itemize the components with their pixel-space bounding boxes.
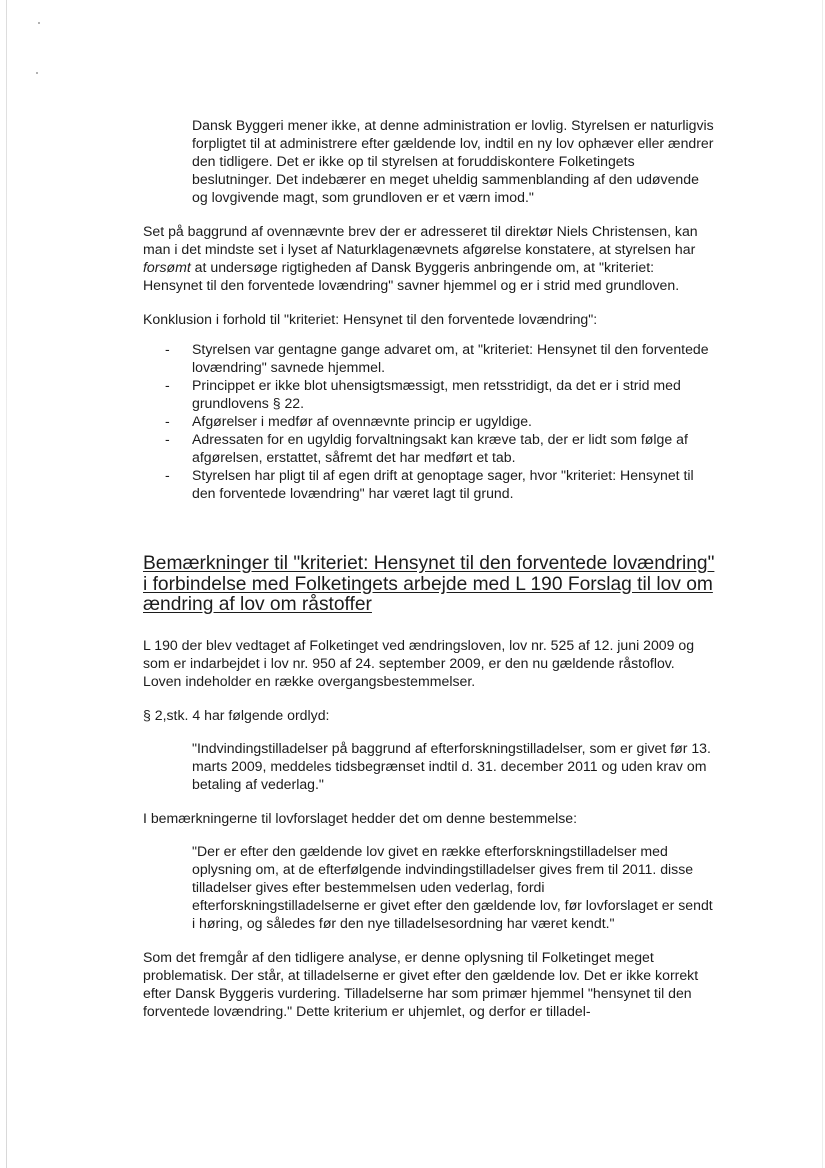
list-item-text: Adressaten for en ugyldig forvaltningsakt kan kræve tab, der er lidt som følge af afgørelsen, erstattet, såfremt det har medført et tab.	[192, 431, 688, 465]
list-item	[143, 340, 715, 376]
paragraph-analyse: Som det fremgår af den tidligere analyse, er denne oplysning til Folketinget meget problematisk. Der står, at tilladelserne er givet efter den gældende lov. Det er ikke korrekt efter Dansk Byggeris vurdering. Tilladelserne har som primær hjemmel "hensynet til den forventede lovændring." Dette kriterium er uhjemlet, og derfor er tilladel-	[143, 948, 699, 1019]
quote-dansk-byggeri: Dansk Byggeri mener ikke, at denne administration er lovlig. Styrelsen er naturligvis forpligtet til at administrere efter gældende lov, indtil en ny lov ophæver eller ændrer den tidligere. Det er ikke op til styrelsen at foruddiskontere Folketingets beslutninger. Det indebærer en meget uheldig sammenblanding af den udøvende og lovgivende magt, som grundloven er et værn imod."	[192, 117, 714, 205]
scan-speck	[38, 22, 40, 24]
paragraph-bemaerkninger: I bemærkningerne til lovforslaget hedder det om denne bestemmelse:	[143, 809, 578, 826]
list-item-text: Princippet er ikke blot uhensigtsmæssigt, men retsstridigt, da det er i strid med grundlovens § 22.	[192, 377, 681, 411]
list-item-text: Styrelsen har pligt til af egen drift at genoptage sager, hvor "kriteriet: Hensynet til den forventede lovændring" har været lagt til grund.	[192, 467, 694, 501]
conclusion-list	[143, 340, 715, 502]
paragraph-baggrund	[143, 222, 715, 294]
list-item	[143, 376, 715, 412]
bullet-dash: -	[165, 341, 170, 357]
paragraph-text: at undersøge rigtigheden af Dansk Byggeris anbringende om, at "kriteriet: Hensynet til den forventede lovændring" savner hjemmel og er i strid med grundloven.	[143, 259, 680, 293]
scan-speck	[36, 72, 38, 74]
list-item	[143, 430, 715, 466]
emphasis-text: forsømt	[143, 259, 191, 275]
section-heading: Bemærkninger til "kriteriet: Hensynet til den forventede lovændring" i forbindelse med Folketingets arbejde med L 190 Forslag til lov om ændring af lov om råstoffer	[143, 553, 715, 615]
quote-bemaerkninger: "Der er efter den gældende lov givet en række efterforskningstilladelser med oplysning om, at de efterfølgende indvindingstilladelser gives frem til 2011. disse tilladelser gives efter bestemmelsen uden vederlag, fordi efterforskningstilladelserne er givet efter den gældende lov, før lovforslaget er sendt i høring, og således før den nye tilladelsesordning har været kendt."	[192, 842, 713, 931]
document-body	[143, 116, 715, 1020]
list-item	[143, 412, 715, 430]
list-item-text: Styrelsen var gentagne gange advaret om, at "kriteriet: Hensynet til den forventede lovændring" savnede hjemmel.	[192, 341, 709, 375]
bullet-dash: -	[165, 431, 170, 447]
quote-paragraph-2-stk-4: "Indvindingstilladelser på baggrund af efterforskningstilladelser, som er givet før 13. marts 2009, meddeles tidsbegrænset indtil d. 31. december 2011 og uden krav om betaling af vederlag."	[192, 739, 711, 792]
bullet-dash: -	[165, 413, 170, 429]
bullet-dash: -	[165, 467, 170, 483]
scan-left-edge	[6, 0, 7, 1168]
scan-right-edge	[822, 0, 823, 1168]
paragraph-ordlyd: § 2,stk. 4 har følgende ordlyd:	[143, 706, 330, 723]
bullet-dash: -	[165, 377, 170, 393]
list-item	[143, 466, 715, 502]
list-item-text: Afgørelser i medfør af ovennævnte princip er ugyldige.	[192, 413, 532, 429]
paragraph-text: Set på baggrund af ovennævnte brev der er adresseret til direktør Niels Christensen, kan man i det mindste set i lyset af Naturklagenævnets afgørelse konstatere, at styrelsen har	[143, 223, 698, 257]
paragraph-l190: L 190 der blev vedtaget af Folketinget ved ændringsloven, lov nr. 525 af 12. juni 2009 og som er indarbejdet i lov nr. 950 af 24. september 2009, er den nu gældende råstoflov. Loven indeholder en række overgangsbestemmelser.	[143, 636, 695, 689]
conclusion-heading: Konklusion i forhold til "kriteriet: Hensynet til den forventede lovændring":	[143, 311, 598, 327]
